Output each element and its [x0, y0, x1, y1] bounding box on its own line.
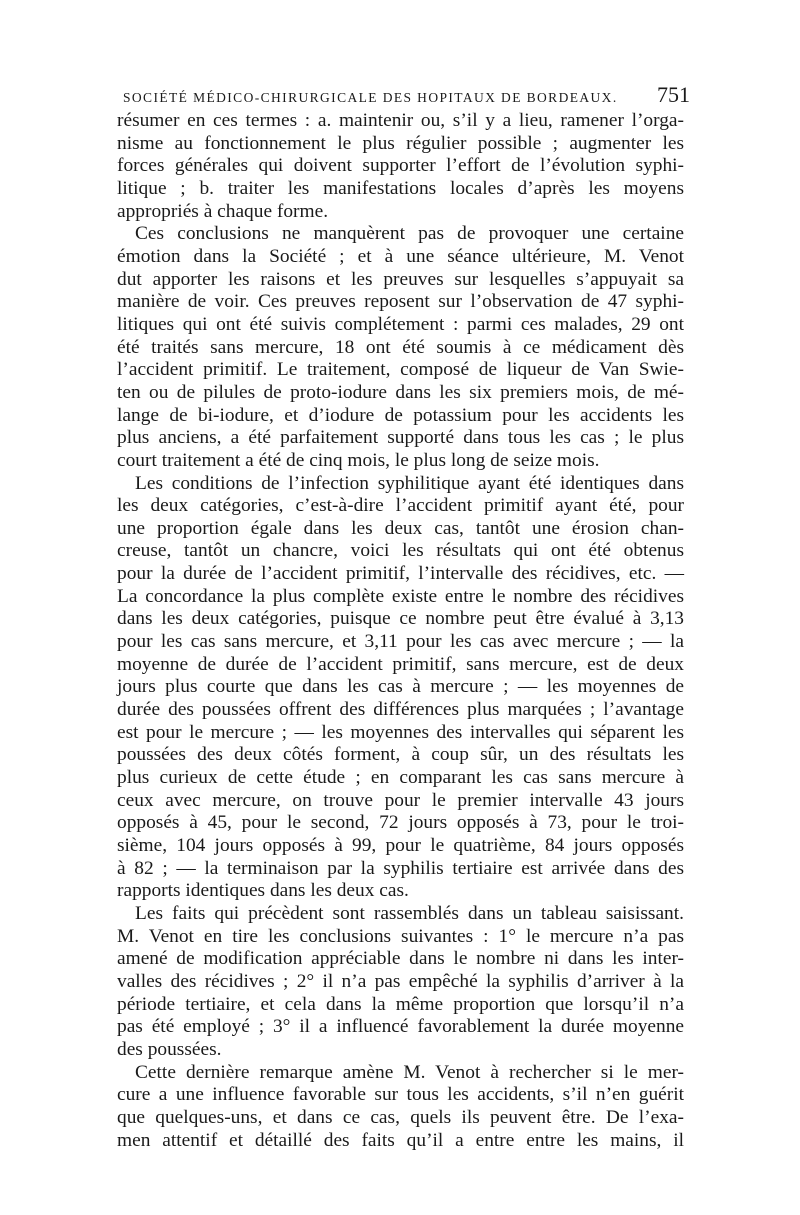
document-page: [117, 78, 690, 1152]
text-line: court traitement a été de cinq mois, le plus long de seize mois.: [117, 449, 600, 471]
paragraph: [117, 903, 684, 1062]
text-line: plus anciens, a été parfaitement supporté dans tous les cas ; le plus: [117, 427, 684, 449]
text-line: été traités sans mercure, 18 ont été soumis à ce médicament dès: [117, 336, 684, 358]
running-head: [117, 78, 690, 110]
text-line: durée des poussées offrent des différences plus marquées ; l’avantage: [117, 699, 684, 721]
text-line: dans les deux catégories, puisque ce nombre peut être évalué à 3,13: [117, 608, 684, 630]
text-line: des poussées.: [117, 1038, 222, 1060]
page-number: 751: [657, 82, 690, 107]
paragraph: [117, 1062, 684, 1153]
text-line: plus curieux de cette étude ; en comparant les cas sans mercure à: [117, 767, 684, 789]
text-line: une proportion égale dans les deux cas, tantôt une érosion chan-: [117, 517, 684, 539]
text-line: creuse, tantôt un chancre, voici les résultats qui ont été obtenus: [117, 540, 684, 562]
text-line: période tertiaire, et cela dans la même proportion que lorsqu’il n’a: [117, 993, 684, 1015]
text-line: sième, 104 jours opposés à 99, pour le quatrième, 84 jours opposés: [117, 835, 684, 856]
text-line: rapports identiques dans les deux cas.: [117, 880, 409, 902]
text-line: M. Venot en tire les conclusions suivantes : 1° le mercure n’a pas: [117, 925, 684, 947]
paragraph: [117, 110, 684, 223]
text-line: pas été employé ; 3° il a influencé favorablement la durée moyenne: [117, 1016, 684, 1038]
text-line: poussées des deux côtés forment, à coup sûr, un des résultats les: [117, 744, 684, 766]
text-line: valles des récidives ; 2° il n’a pas empêché la syphilis d’arriver à la: [117, 970, 684, 992]
text-line: moyenne de durée de l’accident primitif, sans mercure, est de deux: [117, 653, 684, 675]
running-title: SOCIÉTÉ MÉDICO-CHIRURGICALE DES HOPITAUX DE BORDEAUX.: [123, 90, 618, 105]
text-line: nisme au fonctionnement le plus régulier possible ; augmenter les: [117, 132, 684, 154]
text-line: que quelques-uns, et dans ce cas, quels ils peuvent être. De l’exa-: [117, 1106, 684, 1128]
text-line: Les faits qui précèdent sont rassemblés dans un tableau saisissant.: [135, 902, 684, 924]
text-line: dut apporter les raisons et les preuves sur lesquelles s’appuyait sa: [117, 268, 684, 290]
text-line: opposés à 45, pour le second, 72 jours opposés à 73, pour le troi-: [117, 812, 684, 834]
text-line: résumer en ces termes : a. maintenir ou, s’il y a lieu, ramener l’orga-: [117, 110, 684, 131]
text-line: manière de voir. Ces preuves reposent sur l’observation de 47 syphi-: [117, 291, 684, 313]
text-line: men attentif et détaillé des faits qu’il a entre entre les mains, il: [117, 1129, 684, 1151]
text-line: émotion dans la Société ; et à une séance ultérieure, M. Venot: [117, 245, 684, 267]
text-line: litiques qui ont été suivis complétement : parmi ces malades, 29 ont: [117, 313, 684, 335]
text-line: La concordance la plus complète existe entre le nombre des récidives: [117, 585, 684, 607]
text-line: jours plus courte que dans les cas à mercure ; — les moyennes de: [117, 676, 684, 698]
text-line: est pour le mercure ; — les moyennes des intervalles qui séparent les: [117, 721, 684, 743]
text-line: à 82 ; — la terminaison par la syphilis tertiaire est arrivée dans des: [117, 857, 684, 879]
text-line: lange de bi-iodure, et d’iodure de potassium pour les accidents les: [117, 404, 684, 426]
text-line: appropriés à chaque forme.: [117, 200, 329, 222]
text-line: ceux avec mercure, on trouve pour le premier intervalle 43 jours: [117, 789, 684, 811]
body-text: [117, 110, 684, 1152]
text-line: Les conditions de l’infection syphilitique ayant été identiques dans: [135, 472, 684, 494]
text-line: amené de modification appréciable dans le nombre ni dans les inter-: [117, 948, 684, 970]
text-line: litique ; b. traiter les manifestations locales d’après les moyens: [117, 177, 684, 199]
text-line: Ces conclusions ne manquèrent pas de provoquer une certaine: [135, 223, 684, 245]
text-line: pour les cas sans mercure, et 3,11 pour les cas avec mercure ; — la: [117, 631, 684, 653]
text-line: forces générales qui doivent supporter l’effort de l’évolution syphi-: [117, 155, 684, 177]
text-line: ten ou de pilules de proto-iodure dans les six premiers mois, de mé-: [117, 381, 684, 403]
text-line: l’accident primitif. Le traitement, composé de liqueur de Van Swie-: [117, 359, 684, 381]
paragraph: [117, 223, 684, 472]
paragraph: [117, 473, 684, 903]
text-line: les deux catégories, c’est-à-dire l’accident primitif ayant été, pour: [117, 495, 684, 517]
text-line: Cette dernière remarque amène M. Venot à rechercher si le mer-: [135, 1061, 684, 1083]
text-line: cure a une influence favorable sur tous les accidents, s’il n’en guérit: [117, 1084, 684, 1106]
text-line: pour la durée de l’accident primitif, l’intervalle des récidives, etc. —: [117, 563, 684, 585]
